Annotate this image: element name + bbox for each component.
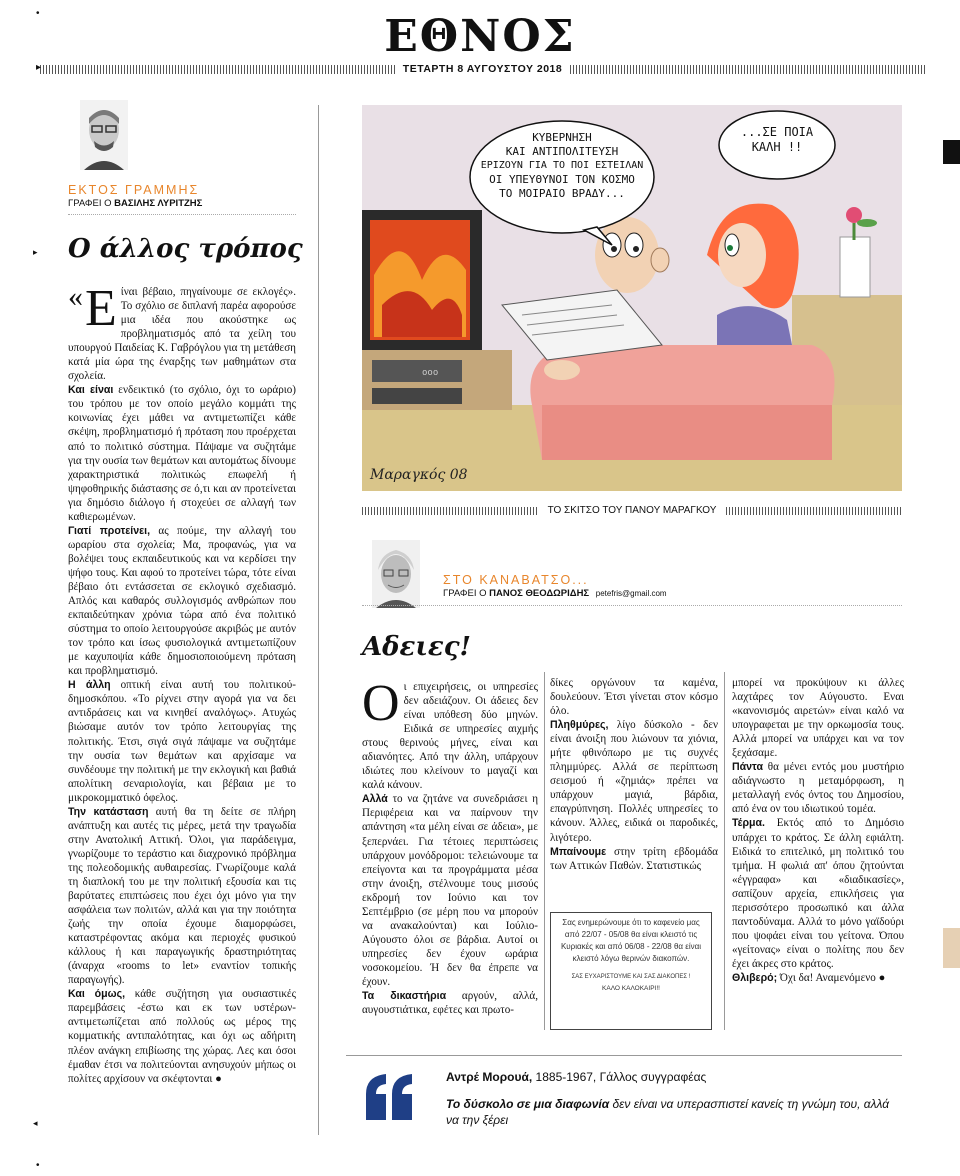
hatch-rule bbox=[726, 507, 902, 515]
quote-author-years: 1885-1967, Γάλλος συγγραφέας bbox=[535, 1070, 707, 1084]
paragraph-lead: Και όμως, bbox=[68, 988, 126, 1001]
notice-line: ΚΑΛΟ ΚΑΛΟΚΑΙΡΙ!! bbox=[602, 985, 660, 992]
cartoon-signature: Μαραγκός 08 bbox=[370, 467, 468, 483]
bubble-line: ΚΥΒΕΡΝΗΣΗ bbox=[532, 131, 592, 144]
quote-highlight: Το δύσκολο σε μια διαφωνία bbox=[446, 1097, 610, 1111]
author-name: ΠΑΝΟΣ ΘΕΟΔΩΡΙΔΗΣ bbox=[489, 588, 590, 599]
caption-prefix: ΤΟ ΣΚΙΤΣΟ ΤΟΥ bbox=[547, 505, 623, 516]
paragraph bbox=[362, 792, 538, 989]
notice-line: από 22/07 - 05/08 θα είναι κλειστό τις bbox=[564, 930, 698, 939]
paragraph-text: θα μένει εντός μου μυστήριο αδιάγνωστο η μεταμόρφωση, η μεταλλαγή ενός όντος του Δημοσίου, από ένα ον του ιδιωτικού τομέα. bbox=[732, 761, 904, 816]
paragraph-text: δίκες οργώνουν τα καμένα, δουλεύουν. Έτσι γίνεται στον κόσμο όλο. bbox=[550, 677, 718, 718]
article-headline: Αδειες! bbox=[362, 632, 471, 662]
column-divider bbox=[318, 105, 319, 1135]
bubble-line: ΚΑΙ ΑΝΤΙΠΟΛΙΤΕΥΣΗ bbox=[505, 145, 619, 158]
paragraph-lead: Τέρμα. bbox=[732, 817, 765, 830]
svg-text:ooo: ooo bbox=[422, 368, 439, 378]
cartoon bbox=[362, 105, 902, 491]
margin-bullet: ▸ bbox=[33, 247, 38, 257]
lead-paragraph bbox=[362, 675, 538, 792]
bubble-line: ΕΡΙΖΟΥΝ ΓΙΑ ΤΟ ΠΟΙ ΕΣΤΕΙΛΑΝ bbox=[480, 160, 644, 171]
paragraph bbox=[732, 760, 904, 816]
bubble-line: ΟΙ ΥΠΕΥΘΥΝΟΙ ΤΟΝ ΚΟΣΜΟ bbox=[489, 173, 635, 186]
paragraph bbox=[550, 718, 718, 844]
section-title: ΕΚΤΟΣ ΓΡΑΜΜΗΣ bbox=[68, 183, 200, 197]
notice-line: ΣΑΣ ΕΥΧΑΡΙΣΤΟΥΜΕ ΚΑΙ ΣΑΣ ΔΙΑΚΟΠΕΣ ! bbox=[571, 974, 691, 980]
paragraph-text: ίναι βέβαιο, πηγαίνουμε σε εκλογές». Το σχόλιο σε διπλανή παρέα αφορούσε μια ιδέα που ακούστηκε ως προβληματισμός από τα χείλη του υπουργού Παιδείας Κ. Γαβρόγλου για τη μετάθεση κατά μία ώρα της έναρξης των μαθημάτων στα σχολεία. bbox=[68, 286, 296, 383]
article-column bbox=[550, 676, 718, 873]
paragraph-text: μπορεί να προκύψουν κι άλλες λαχτάρες τον Αύγουστο. Εναι «κανονισμός αιρετών» είναι καλό να υπογραφεται με την ορκωμοσία τους. Αλλά μπορεί να υπάρχει και να τον ξεχάσαμε. bbox=[732, 677, 904, 760]
author-portrait bbox=[372, 540, 420, 608]
column-divider bbox=[724, 672, 725, 1030]
byline-prefix: ΓΡΑΦΕΙ Ο bbox=[443, 588, 487, 599]
paragraph-text: ι επιχειρήσεις, οι υπηρεσίες δεν αδειάζουν. Οι άδειες δεν είναι υπόθεση δύο μηνών. Ειδικά σε υπηρεσίες αιχμής στους θερινούς μήνες, είναι και αδιανόητες. Από την άλλη, υπάρχουν ιδιώτες που κλείνουν το μαγαζί και καλά κάνουν. bbox=[362, 681, 538, 792]
cafe-notice bbox=[550, 912, 712, 1030]
paragraph-text: Όχι δα! Αναμενόμενο ● bbox=[777, 971, 886, 984]
hatch-rule bbox=[570, 65, 925, 74]
paragraph-lead: Τα δικαστήρια bbox=[362, 990, 447, 1003]
section-title: ΣΤΟ ΚΑΝΑΒΑΤΣΟ... bbox=[443, 573, 589, 587]
paragraph-text: λίγο δύσκολο - δεν είναι άνοιξη που λιώνουν τα χιόνια, μήτε φθινόπωρο με τις συχνές πλημμύρες. Αλλά σε περίπτωση σεισμού ή «ζημιάς» πρέπει να υπάρχουν μαγιά, βάρδια, επαγρύπνηση. Πολλές υπηρεσίες το κάνουν. Άλλες, ειδικά οι παροδικές, λιγότερο. bbox=[550, 719, 718, 844]
dotted-rule bbox=[68, 214, 296, 215]
paragraph-text: αυτή θα τη δείτε σε πλήρη ανάπτυξη και αυτές τις μέρες, μετά την τραγωδία στην Ανατολική Αττική. Όλοι, για παράδειγμα, γνωρίζουμε το τεράστιο και διαχρονικό πρόβλημα της πολεοδομικής αυθαιρεσίας. Γνωρίζουμε καλά τη διαπλοκή του με την πολιτική εξουσία και τις βαρύτατες επιπτώσεις που έχει όχι μόνο για την ασφάλεια των πολιτών, αλλά και για την ποιότητα ζωής την οποία έχουμε διαμορφώσει, καταστρέφοντας ακόμα και περιοχές φυσικού κάλλους ή και παραγωγικής δραστηριότητας (άναρχα «rooms to let» εναντίον τοπικής παραγωγής). bbox=[68, 805, 296, 987]
quote-attribution bbox=[446, 1070, 706, 1084]
issue-date: ΤΕΤΑΡΤΗ 8 ΑΥΓΟΥΣΤΟΥ 2018 bbox=[402, 63, 563, 75]
paragraph-text: ενδεικτικό (το σχόλιο, όχι το ωράριο) του τρόπου με τον οποίο μεγάλο κομμάτι της κοινωνίας έχει μάθει να αντιμετωπίζει κάθε σκέψη, προβληματισμό ή πρόταση που προέρχεται από το πολιτικό σύστημα. Πάψαμε να συζητάμε για την ουσία των θεμάτων και αυτομάτως δίνουμε χαρακτηριστικά πολιτικώς επωφελή ή ψηφοθηρικής διάστασης σε ό,τι και αν προτείνεται για δημόσιο διάλογο ή στοχεύει σε αλλαγή των καθιερωμένων. bbox=[68, 384, 296, 523]
hatch-rule bbox=[40, 65, 395, 74]
notice-line: κλειστό λόγω θερινών διακοπών. bbox=[572, 954, 690, 963]
paragraph-lead: Θλιβερό; bbox=[732, 971, 778, 984]
speech-bubble-left bbox=[480, 131, 644, 201]
bubble-line: ΤΟ ΜΟΙΡΑΙΟ ΒΡΑΔΥ... bbox=[499, 187, 625, 200]
paragraph-text: ας πούμε, την αλλαγή του ωραρίου στα σχολεία; Μα, προφανώς, για να βολέψει τους εκπαιδευτικούς και να κερδίσει την ψήφο τους. Και αφού το προτείνει τώρα, τότε είναι βέβαιο ότι εντάσσεται σε εκλογικό σχεδιασμό. Απλός και καθαρός συλλογισμός ανθρώπων που εκπαιδεύτηκαν χρόνια τώρα από ένα πολιτικό σύστημα το οποίο λειτουργούσε ακριβώς με αυτόν τον τρόπο και ίσως φυσιολογικά αντιμετωπίζουν με καχυποψία κάθε δημοσιοποιούμενη πρόταση και προβληματισμό. bbox=[68, 524, 296, 678]
caption-artist: ΠΑΝΟΥ ΜΑΡΑΓΚΟΥ bbox=[625, 505, 717, 516]
byline-prefix: ΓΡΑΦΕΙ Ο bbox=[68, 198, 112, 209]
bubble-line: ΚΑΛΗ !! bbox=[751, 140, 803, 154]
paragraph-text: αργούν, αλλά, αυγουστιάτικα, εφέτες και πρωτο- bbox=[362, 990, 538, 1017]
quote-icon bbox=[362, 1072, 418, 1124]
paragraph-text: Εκτός από το Δημόσιο υπάρχει το κράτος. Σε άλλη εφιάλτη. Ειδικά το επιτελικό, μη πολιτικό του τμήμα. Η φωλιά απ' όπου ζητούνται «έγγραφα» και «διαδικασίες», σαπίζουν αρχεία, επικλήσεις για περισσότερο προσωπικό και άλλα παντοδύναμα. Αλλά το μόνο γαϊδούρι που ψοφάει είναι του γείτονα. Όπου «γείτονας» είναι ο πολίτης που δεν έχει άκρες στο κράτος. bbox=[732, 817, 904, 970]
masthead bbox=[0, 11, 960, 62]
paragraph-text: κάθε συζήτηση για ουσιαστικές παρεμβάσεις -έστω και εκ των υστέρων- αντιμετωπίζεται από πολλούς ως μέρος της κομματικής αντιπαλότητας, και όχι ως αδήριτη πλέον ανάγκη επιβίωσης της χώρας. Λες και όσοι έμαθαν έτσι να πολιτεύονται ανησυχούν μήπως οι πολίτες αρχίσουν να σκέφτονται ● bbox=[68, 988, 296, 1085]
paragraph-lead: Και είναι bbox=[68, 384, 114, 397]
paragraph bbox=[550, 845, 718, 873]
paragraph-lead: Γιατί προτείνει, bbox=[68, 524, 151, 537]
paragraph-lead: Πάντα bbox=[732, 761, 763, 774]
paragraph-lead: Η άλλη bbox=[68, 679, 111, 692]
quote-rule bbox=[346, 1055, 902, 1056]
notice-line: Κυριακές και από 06/08 - 22/08 θα είναι bbox=[560, 942, 702, 951]
article-column bbox=[362, 675, 538, 1017]
paragraph bbox=[732, 971, 904, 985]
drop-cap: Ε bbox=[85, 280, 117, 337]
dotted-rule bbox=[362, 605, 902, 606]
paragraph-lead: Την κατάσταση bbox=[68, 805, 149, 818]
paragraph bbox=[550, 676, 718, 718]
lead-paragraph bbox=[68, 280, 296, 383]
author-name: ΒΑΣΙΛΗΣ ΛΥΡΙΤΖΗΣ bbox=[114, 198, 203, 209]
paragraph-lead: Μπαίνουμε bbox=[550, 845, 607, 858]
bubble-line: ...ΣΕ ΠΟΙΑ bbox=[740, 125, 814, 139]
newspaper-logo: ΕΘΝΟΣ bbox=[384, 11, 576, 62]
article-headline: Ο άλλος τρόπος bbox=[68, 234, 303, 264]
author-email: petefris@gmail.com bbox=[595, 589, 667, 598]
paragraph-lead: Πληθμύρες, bbox=[550, 719, 609, 732]
paragraph bbox=[68, 524, 296, 679]
registration-mark: • bbox=[36, 8, 40, 19]
page-edge-marker bbox=[943, 928, 960, 968]
paragraph bbox=[68, 383, 296, 523]
registration-mark: • bbox=[36, 1160, 40, 1171]
byline bbox=[68, 198, 202, 209]
paragraph-text: οπτική είναι αυτή του πολιτικού-δημοσκόπου. «Το ρίχνει στην αγορά για να δει αντιδράσεις και να κινηθεί αναλόγως». Ατυχώς βιώσαμε αυτόν τον τρόπο λειτουργίας της πολιτικής. Έτσι, σιγά σιγά πάψαμε να συζητάμε την ουσία των θεμάτων και αρχίσαμε να συνδέουμε την πολιτική με την εκλογική και βαθιά απολίτικη σεναριολογία, και βέβαια με το μικροκομματικό όφελος. bbox=[68, 679, 296, 804]
page-tab-marker bbox=[943, 140, 960, 164]
quote-rest: δεν είναι να υπερασπιστεί κανείς τη γνώμη του, αλλά να την ξέρει bbox=[446, 1097, 890, 1127]
paragraph-text: το να ζητάνε να συνεδριάσει η Περιφέρεια και να παίρνουν την απάντηση «τα μέλη είναι σε άδεια», με ξεπερνάει. Για τέτοιες περιπτώσεις υπάρχουν μονόδρομοι: τελειώνουμε τα επείγοντα και τα προγράμματα μέσα στην άνοιξη, στέλνουμε τους μισούς εκδρομή τον Ιούνιο και τον Σεπτέμβριο (σε μέρη που να μπορούν να ανακαλούνται) και Ιούλιο-Αύγουστο όλοι σε βάρδια. Αυτοί οι υπηρεσίες δεν έχουν ωράρια νοσοκομείου. Ή δεν θα έπρεπε να έχουν. bbox=[362, 793, 538, 988]
opening-quote-mark: « bbox=[68, 280, 83, 313]
notice-line: Σας ενημερώνουμε ότι το καφενείο μας bbox=[562, 918, 700, 927]
author-portrait bbox=[80, 100, 128, 170]
byline bbox=[443, 588, 667, 599]
paragraph bbox=[68, 987, 296, 1085]
paragraph-lead: Αλλά bbox=[362, 793, 388, 806]
paragraph bbox=[732, 676, 904, 760]
dateline bbox=[40, 62, 925, 76]
cartoon-caption bbox=[362, 505, 902, 516]
drop-cap: Ο bbox=[362, 675, 400, 732]
article-column bbox=[732, 676, 904, 985]
article-body bbox=[68, 280, 296, 1086]
hatch-rule bbox=[362, 507, 538, 515]
column-divider bbox=[544, 672, 545, 1030]
paragraph bbox=[68, 805, 296, 988]
paragraph-text: στην τρίτη εβδομάδα των Αττικών Παθών. Στατιστικώς bbox=[550, 845, 718, 872]
registration-mark: ▸ bbox=[36, 62, 42, 73]
quote-text bbox=[446, 1096, 902, 1128]
paragraph bbox=[732, 816, 904, 971]
paragraph bbox=[68, 678, 296, 804]
caption-text bbox=[548, 505, 717, 516]
speech-bubble-right bbox=[732, 125, 822, 155]
margin-bullet: ◂ bbox=[33, 1118, 38, 1128]
quote-author: Αντρέ Μορουά, bbox=[446, 1070, 533, 1084]
paragraph bbox=[362, 989, 538, 1017]
